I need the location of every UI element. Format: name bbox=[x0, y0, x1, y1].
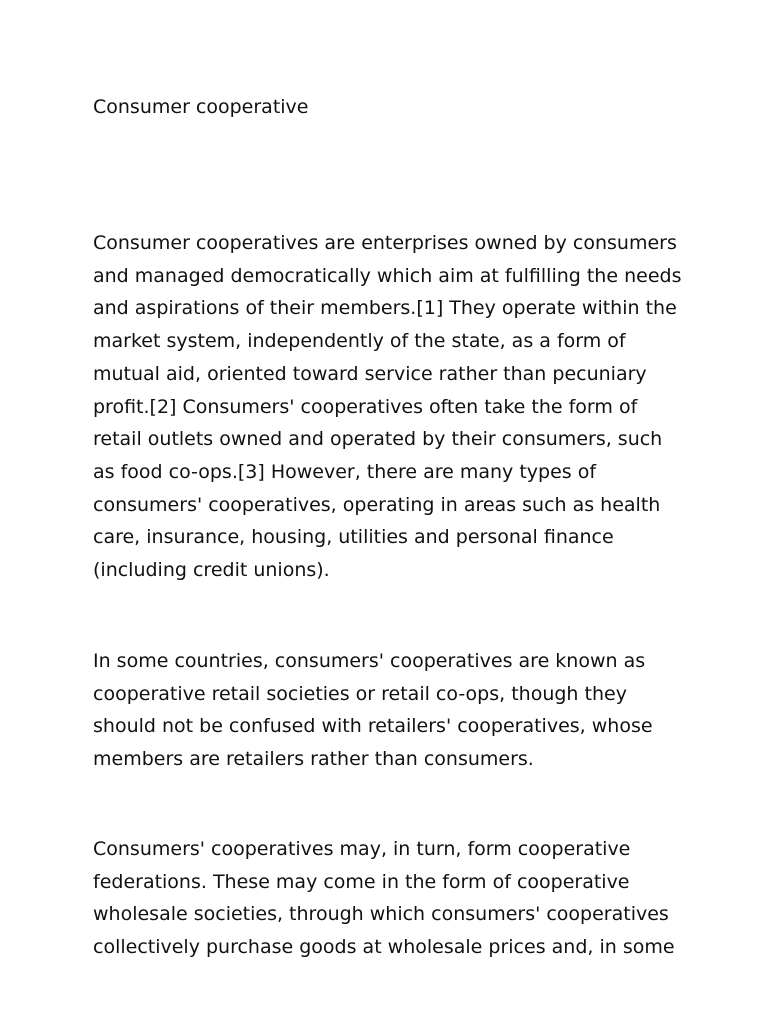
paragraph-1-line-1: Consumer cooperatives are enterprises owned by consumers bbox=[93, 232, 677, 254]
paragraph-2-line-3: should not be confused with retailers' cooperatives, whose bbox=[93, 715, 653, 738]
paragraph-1-line-6: profit.[2] Consumers' cooperatives often take the form of bbox=[93, 395, 638, 418]
paragraph-1-line-2: and managed democratically which aim at fulfilling the needs bbox=[93, 264, 682, 287]
paragraph-1-line-9: consumers' cooperatives, operating in areas such as health bbox=[93, 493, 661, 516]
paragraph-1-line-11: (including credit unions). bbox=[93, 559, 330, 582]
paragraph-3-line-3: wholesale societies, through which consumers' cooperatives bbox=[93, 903, 669, 926]
paragraph-1-line-10: care, insurance, housing, utilities and personal finance bbox=[93, 526, 614, 549]
paragraph-2 bbox=[93, 645, 693, 776]
paragraph-1-line-8: as food co-ops.[3] However, there are many types of bbox=[93, 460, 597, 483]
paragraph-3-line-4: collectively purchase goods at wholesale prices and, in some bbox=[93, 936, 675, 959]
paragraph-3-line-1: Consumers' cooperatives may, in turn, form cooperative bbox=[93, 838, 631, 860]
paragraph-1-line-3: and aspirations of their members.[1] They operate within the bbox=[93, 297, 677, 320]
paragraph-1-line-7: retail outlets owned and operated by their consumers, such bbox=[93, 428, 663, 451]
document-title bbox=[93, 91, 693, 124]
paragraph-1-line-4: market system, independently of the state, as a form of bbox=[93, 330, 626, 353]
paragraph-1-line-5: mutual aid, oriented toward service rather than pecuniary bbox=[93, 362, 647, 385]
paragraph-3-line-2: federations. These may come in the form of cooperative bbox=[93, 870, 630, 893]
paragraph-2-line-1: In some countries, consumers' cooperatives are known as bbox=[93, 650, 646, 672]
title-line: Consumer cooperative bbox=[93, 96, 309, 118]
paragraph-3 bbox=[93, 833, 693, 964]
paragraph-1 bbox=[93, 227, 693, 587]
paragraph-2-line-2: cooperative retail societies or retail co-ops, though they bbox=[93, 682, 627, 705]
paragraph-2-line-4: members are retailers rather than consumers. bbox=[93, 748, 534, 771]
